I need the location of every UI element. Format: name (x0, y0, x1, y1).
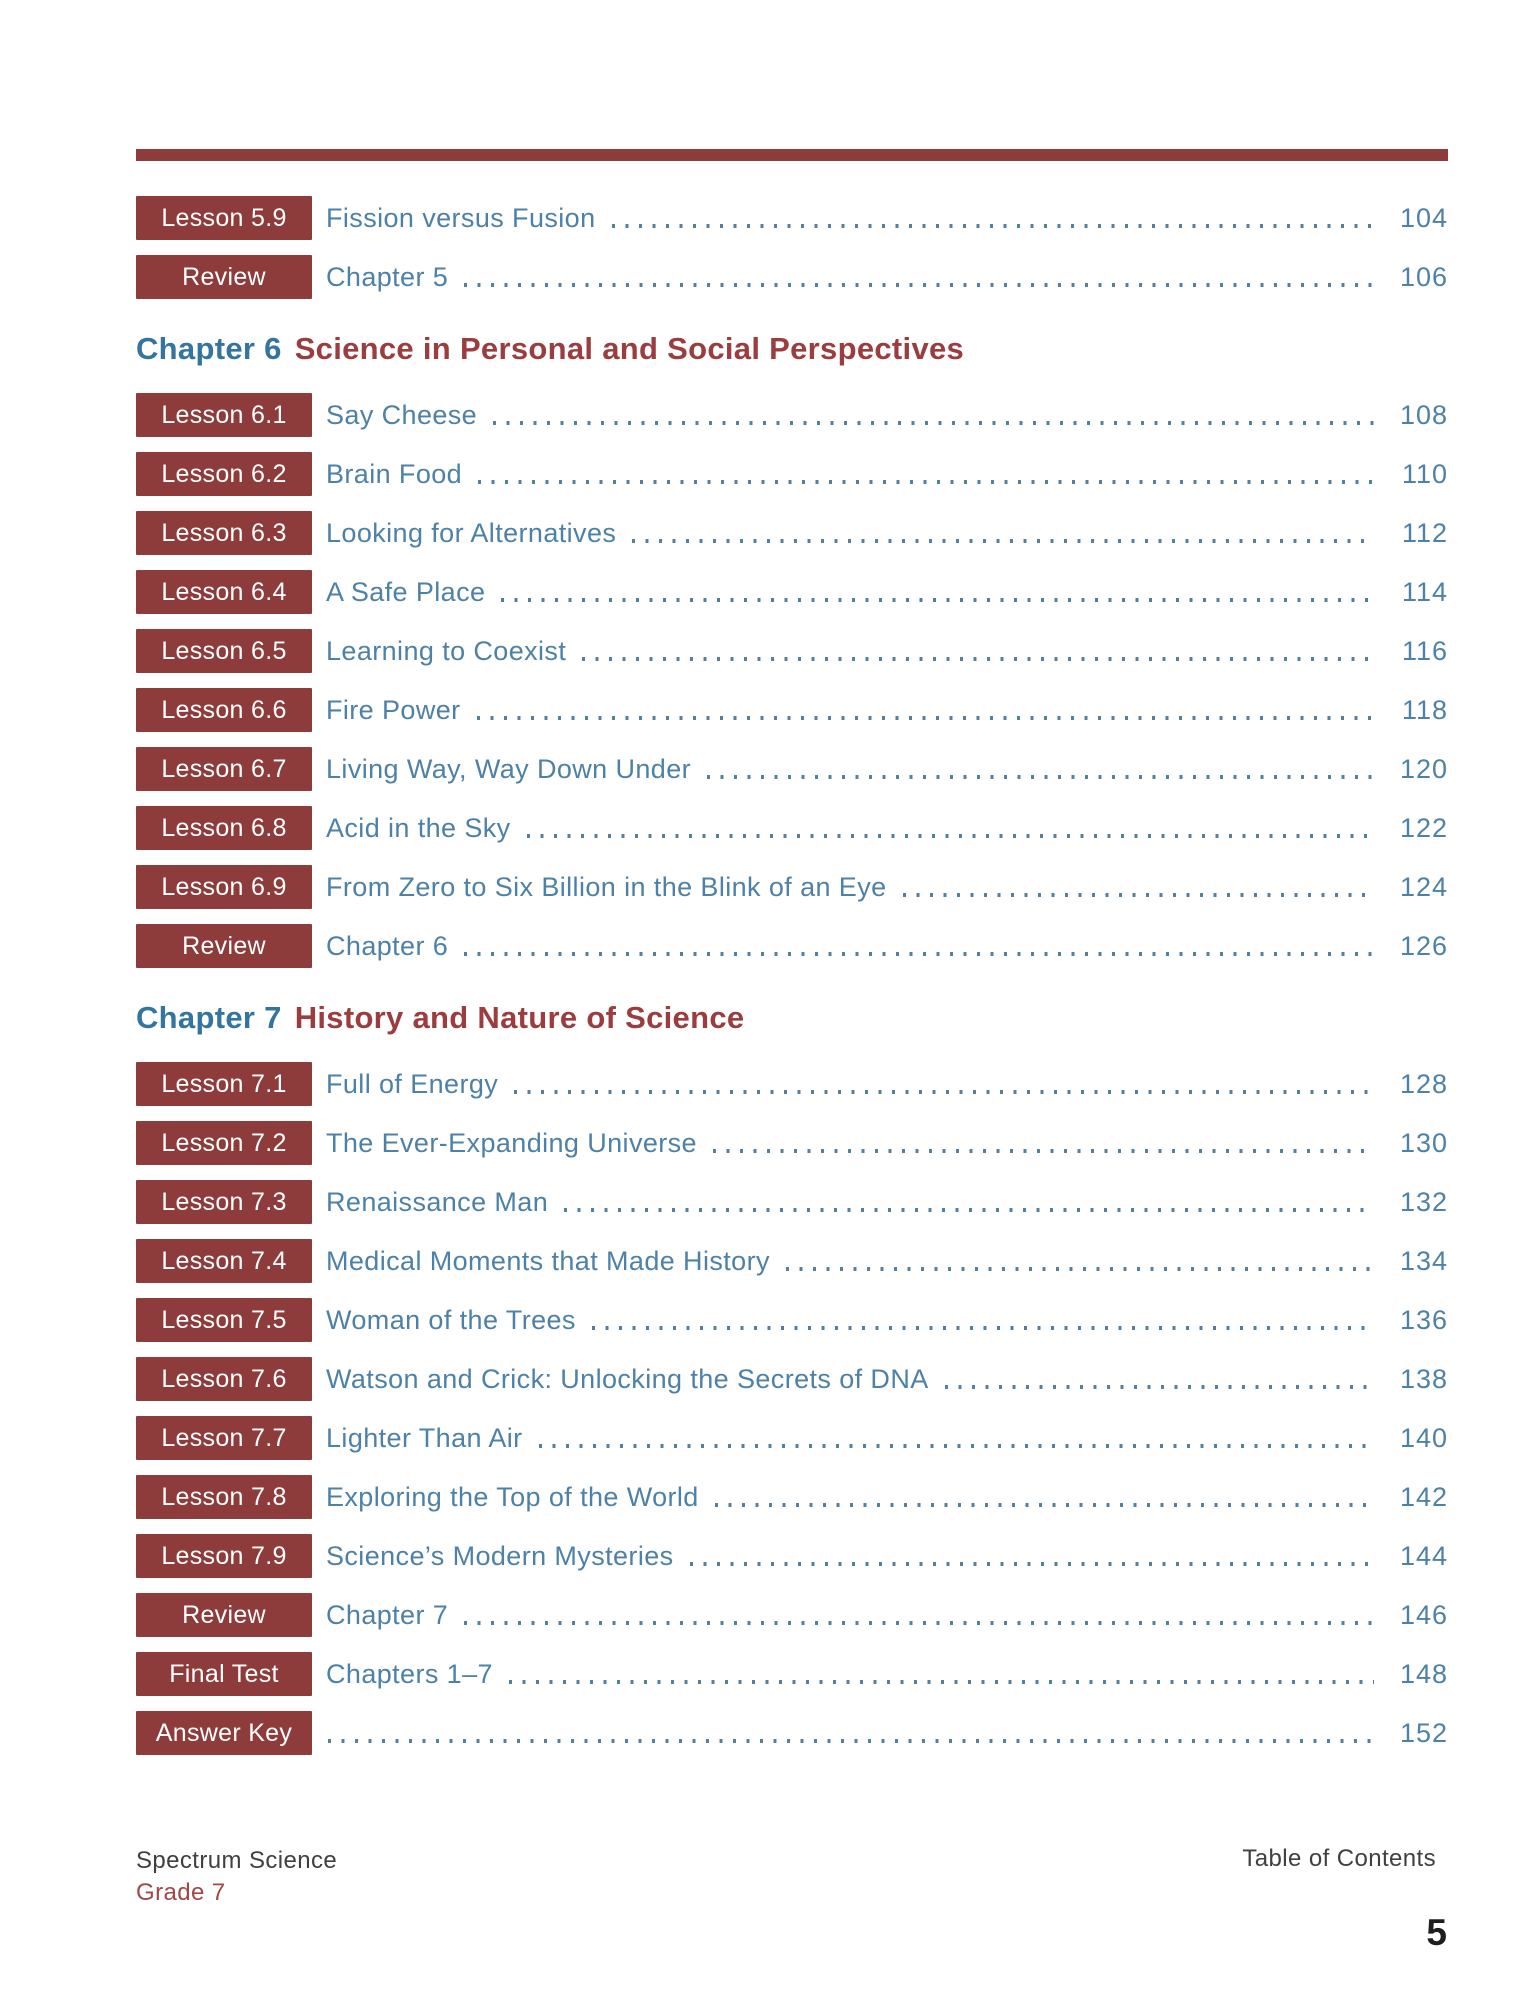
top-rule (136, 149, 1448, 161)
toc-row (136, 1357, 1448, 1401)
dot-leader (715, 1503, 1374, 1507)
entry-title: Say Cheese (326, 399, 478, 430)
chapter-heading (136, 1000, 1448, 1036)
entry-title: Fission versus Fusion (326, 202, 596, 233)
toc-row (136, 1062, 1448, 1106)
footer-section-label: Table of Contents (1242, 1845, 1436, 1872)
entry-page-number: 148 (1399, 1658, 1448, 1689)
entry-title: Chapter 7 (326, 1599, 449, 1630)
entry-page-number: 110 (1401, 458, 1448, 489)
entry-page-number: 132 (1399, 1186, 1448, 1217)
review-badge: Review (136, 255, 312, 299)
entry-page-number: 122 (1399, 812, 1448, 843)
table-of-contents (136, 196, 1448, 1770)
toc-row (136, 1534, 1448, 1578)
entry-title: Chapter 6 (326, 930, 449, 961)
toc-row (136, 806, 1448, 850)
dot-leader (592, 1326, 1374, 1330)
toc-row (136, 570, 1448, 614)
lesson-badge: Lesson 6.8 (136, 806, 312, 850)
chapter-title: History and Nature of Science (294, 1000, 745, 1035)
entry-page-number: 142 (1399, 1481, 1448, 1512)
dot-leader (509, 1680, 1374, 1684)
entry-page-number: 120 (1399, 753, 1448, 784)
toc-row (136, 1121, 1448, 1165)
chapter-label: Chapter 7 (136, 1000, 282, 1035)
book-series: Spectrum Science (136, 1847, 338, 1874)
entry-title: Exploring the Top of the World (326, 1481, 699, 1512)
lesson-badge: Lesson 7.4 (136, 1239, 312, 1283)
entry-page-number: 112 (1401, 517, 1448, 548)
footer-left (136, 1845, 337, 1910)
entry-page-number: 106 (1399, 261, 1448, 292)
dot-leader (539, 1444, 1374, 1448)
lesson-badge: Lesson 6.3 (136, 511, 312, 555)
dot-leader (713, 1149, 1374, 1153)
dot-leader (786, 1267, 1374, 1271)
toc-row (136, 1416, 1448, 1460)
dot-leader (493, 421, 1374, 425)
entry-title: Brain Food (326, 458, 463, 489)
entry-title: Science’s Modern Mysteries (326, 1540, 674, 1571)
page-footer (136, 1845, 1436, 1910)
dot-leader (464, 1621, 1374, 1625)
entry-title: Acid in the Sky (326, 812, 511, 843)
dot-leader (612, 224, 1375, 228)
entry-title: A Safe Place (326, 576, 486, 607)
entry-page-number: 130 (1399, 1127, 1448, 1158)
entry-title: Lighter Than Air (326, 1422, 523, 1453)
dot-leader (514, 1090, 1374, 1094)
entry-page-number: 146 (1399, 1599, 1448, 1630)
dot-leader (464, 952, 1374, 956)
entry-title: Watson and Crick: Unlocking the Secrets of DNA (326, 1363, 929, 1394)
lesson-badge: Lesson 6.1 (136, 393, 312, 437)
entry-page-number: 128 (1399, 1068, 1448, 1099)
entry-title: From Zero to Six Billion in the Blink of an Eye (326, 871, 887, 902)
entry-title: Learning to Coexist (326, 635, 567, 666)
entry-title: Woman of the Trees (326, 1304, 576, 1335)
entry-title: Fire Power (326, 694, 461, 725)
entry-title: The Ever-Expanding Universe (326, 1127, 697, 1158)
dot-leader (501, 598, 1374, 602)
dot-leader (478, 480, 1374, 484)
entry-title: Chapter 5 (326, 261, 449, 292)
lesson-badge: Lesson 7.5 (136, 1298, 312, 1342)
lesson-badge: Lesson 5.9 (136, 196, 312, 240)
entry-page-number: 152 (1399, 1717, 1448, 1748)
dot-leader (632, 539, 1374, 543)
lesson-badge: Lesson 7.8 (136, 1475, 312, 1519)
entry-page-number: 140 (1399, 1422, 1448, 1453)
answer-key-badge: Answer Key (136, 1711, 312, 1755)
toc-row (136, 747, 1448, 791)
lesson-badge: Lesson 7.7 (136, 1416, 312, 1460)
entry-title: Full of Energy (326, 1068, 499, 1099)
toc-row (136, 1593, 1448, 1637)
toc-row (136, 511, 1448, 555)
dot-leader (903, 893, 1374, 897)
toc-row (136, 1652, 1448, 1696)
entry-page-number: 126 (1399, 930, 1448, 961)
toc-row (136, 452, 1448, 496)
toc-row (136, 1180, 1448, 1224)
dot-leader (945, 1385, 1374, 1389)
entry-title: Renaissance Man (326, 1186, 549, 1217)
entry-page-number: 144 (1399, 1540, 1448, 1571)
entry-page-number: 104 (1399, 202, 1448, 233)
entry-title: Living Way, Way Down Under (326, 753, 692, 784)
lesson-badge: Lesson 7.3 (136, 1180, 312, 1224)
toc-row (136, 924, 1448, 968)
toc-row (136, 255, 1448, 299)
lesson-badge: Lesson 6.4 (136, 570, 312, 614)
toc-row (136, 393, 1448, 437)
review-badge: Review (136, 1593, 312, 1637)
entry-page-number: 114 (1401, 576, 1448, 607)
page-number: 5 (1426, 1912, 1447, 1953)
toc-row (136, 629, 1448, 673)
dot-leader (527, 834, 1374, 838)
toc-row (136, 1711, 1448, 1755)
toc-row (136, 1475, 1448, 1519)
lesson-badge: Lesson 7.9 (136, 1534, 312, 1578)
entry-page-number: 124 (1399, 871, 1448, 902)
entry-page-number: 118 (1401, 694, 1448, 725)
lesson-badge: Lesson 6.2 (136, 452, 312, 496)
lesson-badge: Lesson 6.5 (136, 629, 312, 673)
toc-row (136, 1298, 1448, 1342)
entry-title: Chapters 1–7 (326, 1658, 493, 1689)
dot-leader (582, 657, 1374, 661)
toc-row (136, 688, 1448, 732)
lesson-badge: Lesson 7.1 (136, 1062, 312, 1106)
dot-leader (707, 775, 1374, 779)
final-test-badge: Final Test (136, 1652, 312, 1696)
toc-row (136, 196, 1448, 240)
review-badge: Review (136, 924, 312, 968)
dot-leader (564, 1208, 1374, 1212)
chapter-heading (136, 331, 1448, 367)
entry-page-number: 116 (1401, 635, 1448, 666)
lesson-badge: Lesson 6.7 (136, 747, 312, 791)
entry-page-number: 136 (1399, 1304, 1448, 1335)
lesson-badge: Lesson 7.6 (136, 1357, 312, 1401)
book-grade: Grade 7 (136, 1879, 226, 1907)
chapter-label: Chapter 6 (136, 331, 282, 366)
dot-leader (477, 716, 1374, 720)
lesson-badge: Lesson 6.9 (136, 865, 312, 909)
entry-page-number: 138 (1399, 1363, 1448, 1394)
dot-leader (328, 1739, 1374, 1743)
dot-leader (464, 283, 1374, 287)
lesson-badge: Lesson 6.6 (136, 688, 312, 732)
toc-row (136, 1239, 1448, 1283)
dot-leader (690, 1562, 1374, 1566)
entry-title: Medical Moments that Made History (326, 1245, 770, 1276)
chapter-title: Science in Personal and Social Perspectives (294, 331, 965, 366)
entry-title: Looking for Alternatives (326, 517, 617, 548)
entry-page-number: 108 (1399, 399, 1448, 430)
entry-page-number: 134 (1399, 1245, 1448, 1276)
toc-row (136, 865, 1448, 909)
lesson-badge: Lesson 7.2 (136, 1121, 312, 1165)
